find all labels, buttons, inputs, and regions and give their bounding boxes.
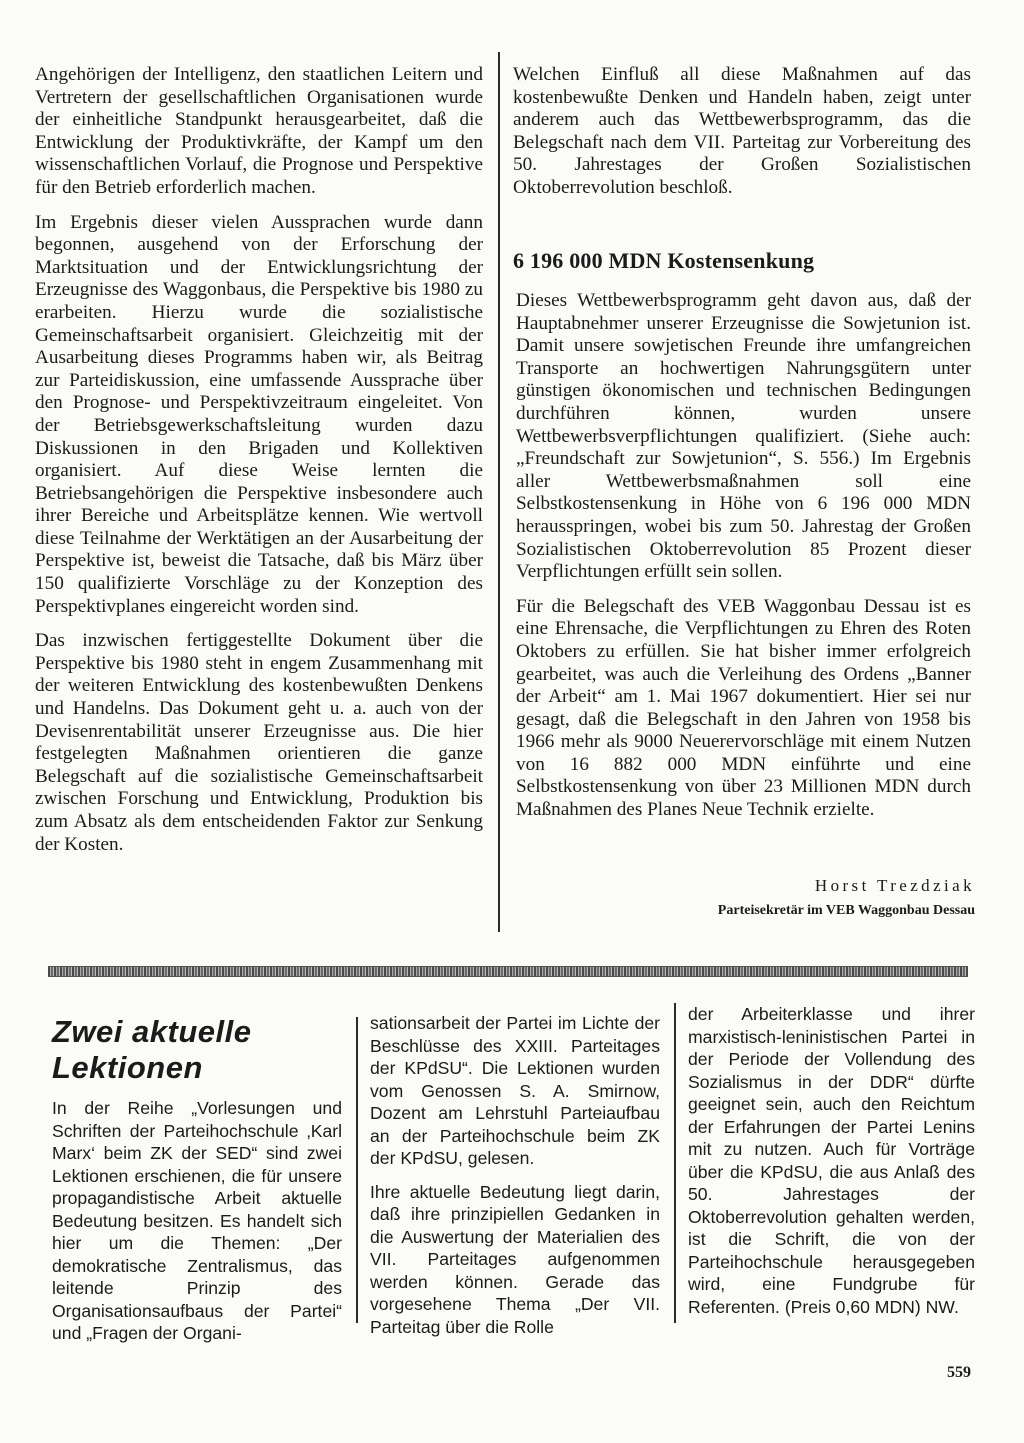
body-paragraph: Welchen Einfluß all diese Maßnahmen auf das kostenbewußte Denken und Handeln haben, zeigt unter anderem auch das Wettbewerbsprogramm, das die Belegschaft nach dem VII. Parteitag zur Vorbereitung des 50. Jahrestages der Großen Sozialistischen Oktoberrevolution beschloß. [513,64,971,198]
body-paragraph: Dieses Wettbewerbsprogramm geht davon aus, daß der Hauptabnehmer unserer Erzeugnisse die Sowjetunion ist. Damit unsere sowjetischen Freunde ihre umfangreichen Transporte an hochwertigen Nahrungsgütern unter günstigen ökonomischen und technischen Bedingungen durchführen können, wurden unsere Wettbewerbsverpflichtungen qualifiziert. (Siehe auch: „Freundschaft zur Sowjetunion“, S. 556.) Im Ergebnis aller Wettbewerbsmaßnahmen soll eine Selbstkostensenkung in Höhe von 6 196 000 MDN herausspringen, wobei bis zum 50. Jahrestag der Großen Sozialistischen Oktoberrevolution 85 Prozent dieser Verpflichtungen erfüllt sein sollen. [516,290,971,583]
lower-column-3 [688,1003,975,1318]
lower-column-2 [370,1012,660,1338]
section-separator [48,966,968,977]
body-paragraph: Für die Belegschaft des VEB Waggonbau Dessau ist es eine Ehrensache, die Verpflichtungen zu Ehren des Roten Oktobers zu erfüllen. Sie hat bisher immer erfolgreich gearbeitet, was auch die Verleihung des Ordens „Banner der Arbeit“ am 1. Mai 1967 dokumentiert. Hier sei nur gesagt, daß die Belegschaft in den Jahren von 1958 bis 1966 mehr als 9000 Neuerervorschläge mit einem Nutzen von 16 882 000 MDN einführte und eine Selbstkostensenkung von über 23 Millionen MDN durch Maßnahmen des Planes Neue Technik erzielte. [516,595,971,821]
column-divider [498,52,500,932]
column-divider [356,1017,358,1323]
body-paragraph: Im Ergebnis dieser vielen Aussprachen wurde dann begonnen, ausgehend von der Erforschung der Marktsituation und der Entwicklungsrichtung der Erzeugnisse des Waggonbaus, die Perspektive bis 1980 zu erarbeiten. Hierzu wurde die sozialistische Gemeinschaftsarbeit organisiert. Gleichzeitig mit der Ausarbeitung dieses Programms haben wir, als Beitrag zur Parteidiskussion, eine umfassende Aussprache über den Prognose- und Perspektivzeitraum eingeleitet. Von der Betriebsgewerkschaftsleitung wurden dazu Diskussionen in den Brigaden und Kollektiven organisiert. Auf diese Weise lernten die Betriebsangehörigen die Perspektive insbesondere auch ihrer Bereiche und Arbeitsplätze kennen. Wie wertvoll diese Teilnahme der Werktätigen an der Ausarbeitung der Perspektive ist, beweist die Tatsache, daß bis März über 150 qualifizierte Vorschläge zu der Konzeption des Perspektivplanes eingereicht worden sind. [35,211,483,617]
body-paragraph: der Arbeiterklasse und ihrer marxistisch-leninistischen Partei in der Periode der Vollendung des Sozialismus in der DDR“ dürfte geeignet sein, auch den Reichtum der Erfahrungen der Partei Lenins mit zu nutzen. Auch für Vorträge über die KPdSU, die aus Anlaß des 50. Jahrestages der Oktoberrevolution gehalten werden, ist die Schrift, die von der Parteihochschule herausgegeben wird, eine Fundgrube für Referenten. (Preis 0,60 MDN) NW. [688,1004,975,1317]
upper-right-column-intro [513,64,971,200]
body-paragraph: sationsarbeit der Partei im Lichte der Beschlüsse des XXIII. Parteitages der KPdSU“. Die Lektionen wurden vom Genossen S. A. Smirnow, Dozent am Lehrstuhl Parteiaufbau an der Parteihochschule beim ZK der KPdSU, gelesen. [370,1013,660,1168]
author-name: Horst Trezdziak [814,876,975,895]
page-number: 559 [947,1364,971,1381]
body-paragraph: Ihre aktuelle Bedeutung liegt darin, daß ihre prinzipiellen Gedanken in die Auswertung der Materialien des VII. Parteitages aufgenommen werden können. Gerade das vorgesehene Thema „Der VII. Parteitag über die Rolle [370,1181,660,1337]
section-subheading: 6 196 000 MDN Kostensenkung [513,248,815,273]
author-affiliation: Parteisekretär im VEB Waggonbau Dessau [717,903,975,918]
article-title: Zwei aktuelle Lektionen [52,1014,252,1085]
upper-right-column-body [516,290,971,822]
body-paragraph: Das inzwischen fertiggestellte Dokument über die Perspektive bis 1980 steht in engem Zusammenhang mit der weiteren Entwicklung des kostenbewußten Denkens und Handelns. Das Dokument geht u. a. auch von der Devisenrentabilität unserer Erzeugnisse aus. Die hier festgelegten Maßnahmen orientieren die ganze Belegschaft auf die sozialistische Gemeinschaftsarbeit zwischen Forschung und Entwicklung, Produktion bis zum Absatz als dem entscheidenden Faktor zur Senkung der Kosten. [35,630,483,855]
body-paragraph: In der Reihe „Vorlesungen und Schriften der Parteihochschule ‚Karl Marx‘ beim ZK der SED“ sind zwei Lektionen erschienen, die für unsere propagandistische Arbeit aktuelle Bedeutung besitzen. Es handelt sich hier um die Themen: „Der demokratische Zentralismus, das leitende Prinzip des Organisationsaufbaus der Partei“ und „Fragen der Organi- [52,1098,342,1343]
upper-left-column [35,64,483,856]
body-paragraph: Angehörigen der Intelligenz, den staatlichen Leitern und Vertretern der gesellschaftlichen Organisationen wurde der einheitliche Standpunkt herausgearbeitet, daß die Entwicklung der Produktivkräfte, der Kampf um den wissenschaftlichen Vorlauf, die Prognose und Perspektive für den Betrieb erforderlich machen. [35,64,483,198]
lower-column-1 [52,1097,342,1345]
column-divider [674,1003,676,1323]
